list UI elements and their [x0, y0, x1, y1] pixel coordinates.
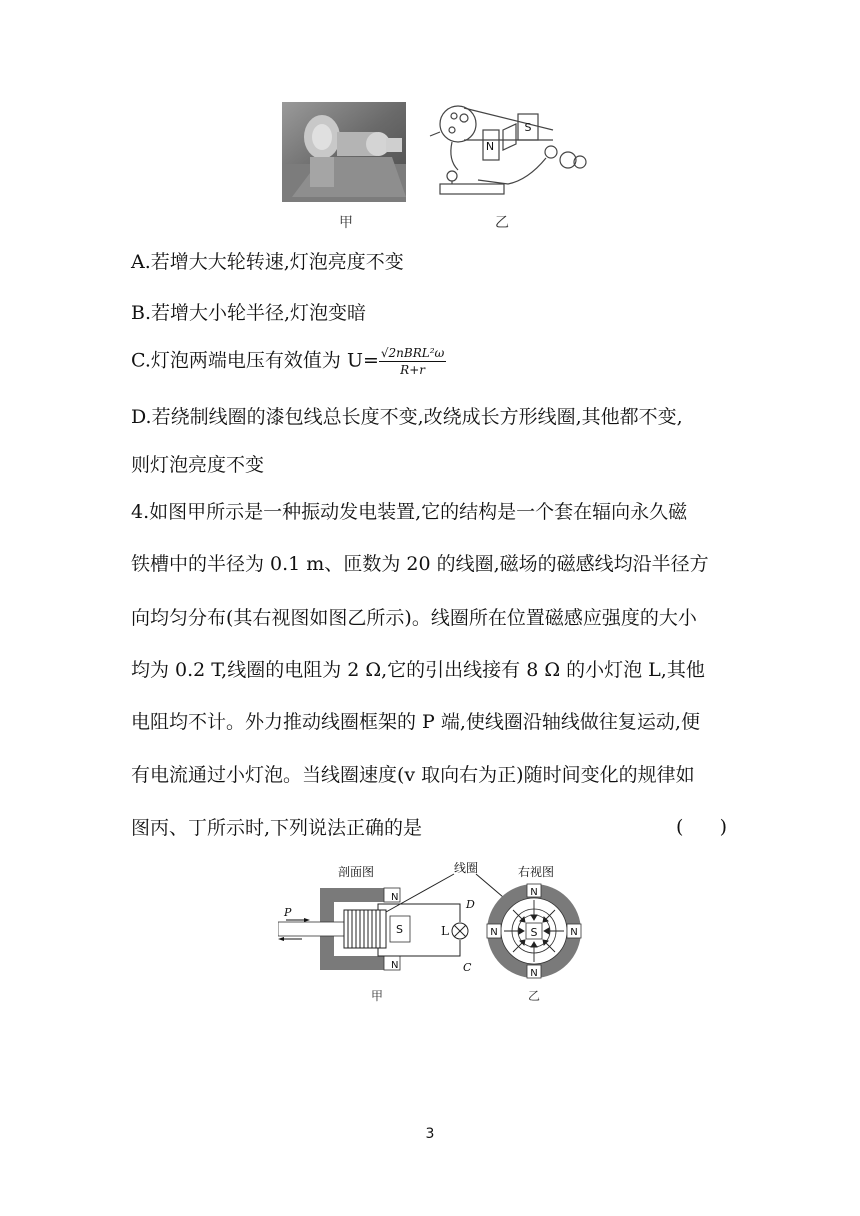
generator-schematic	[428, 100, 588, 208]
option-d-line-1: D.若绕制线圈的漆包线总长度不变,改绕成长方形线圈,其他都不变,	[131, 406, 683, 428]
question-4-line-3: 向均匀分布(其右视图如图乙所示)。线圈所在位置磁感应强度的大小	[131, 607, 697, 629]
question-4-line-1: 4.如图甲所示是一种振动发电装置,它的结构是一个套在辐向永久磁	[131, 501, 688, 523]
figure-1-caption-left: 甲	[339, 215, 353, 231]
figure-2-caption-right: 乙	[527, 989, 541, 1003]
figure-1	[282, 100, 582, 230]
coil-label: 线圈	[453, 861, 479, 875]
right-view-label: 右视图	[517, 865, 555, 879]
question-4-line-4: 均为 0.2 T,线圈的电阻为 2 Ω,它的引出线接有 8 Ω 的小灯泡 L,其他	[131, 659, 705, 681]
page-number: 3	[425, 1126, 435, 1142]
question-4-line-6: 有电流通过小灯泡。当线圈速度(v 取向右为正)随时间变化的规律如	[131, 764, 695, 786]
option-c-text: C.灯泡两端电压有效值为 U=	[131, 349, 379, 372]
option-d-line-2: 则灯泡亮度不变	[131, 454, 265, 476]
label-c: C	[463, 961, 472, 974]
magnet-s-label: S	[524, 121, 532, 134]
right-view-n-right: N	[570, 927, 578, 938]
answer-bracket: ( )	[676, 816, 728, 838]
option-c	[131, 346, 446, 377]
figure-2-caption-left: 甲	[370, 989, 384, 1003]
question-4-line-7: 图丙、丁所示时,下列说法正确的是	[131, 817, 423, 839]
question-4-line-5: 电阻均不计。外力推动线圈框架的 P 端,使线圈沿轴线做往复运动,便	[131, 711, 700, 733]
right-view-n-bottom: N	[530, 968, 538, 979]
right-view-n-top: N	[530, 887, 538, 898]
label-d: D	[466, 898, 475, 911]
formula-denominator: R+r	[400, 363, 425, 377]
section-n-bottom: N	[391, 960, 399, 971]
figure-1-caption-right: 乙	[495, 215, 509, 231]
figure-2	[278, 860, 588, 1010]
magnet-n-label: N	[485, 140, 495, 153]
right-view-n-left: N	[490, 927, 498, 938]
formula-numerator: √2nBRL²ω	[380, 346, 445, 360]
option-c-formula	[379, 346, 446, 377]
section-n-top: N	[391, 892, 399, 903]
section-s: S	[396, 923, 403, 936]
section-view-label: 剖面图	[337, 865, 375, 879]
generator-photo	[282, 102, 406, 202]
option-b: B.若增大小轮半径,灯泡变暗	[131, 302, 367, 324]
option-a: A.若增大大轮转速,灯泡亮度不变	[131, 251, 404, 273]
label-l: L	[441, 924, 449, 938]
label-p: P	[284, 906, 292, 919]
question-4-line-2: 铁槽中的半径为 0.1 m、匝数为 20 的线圈,磁场的磁感线均沿半径方	[131, 553, 709, 575]
right-view-s: S	[530, 926, 538, 939]
